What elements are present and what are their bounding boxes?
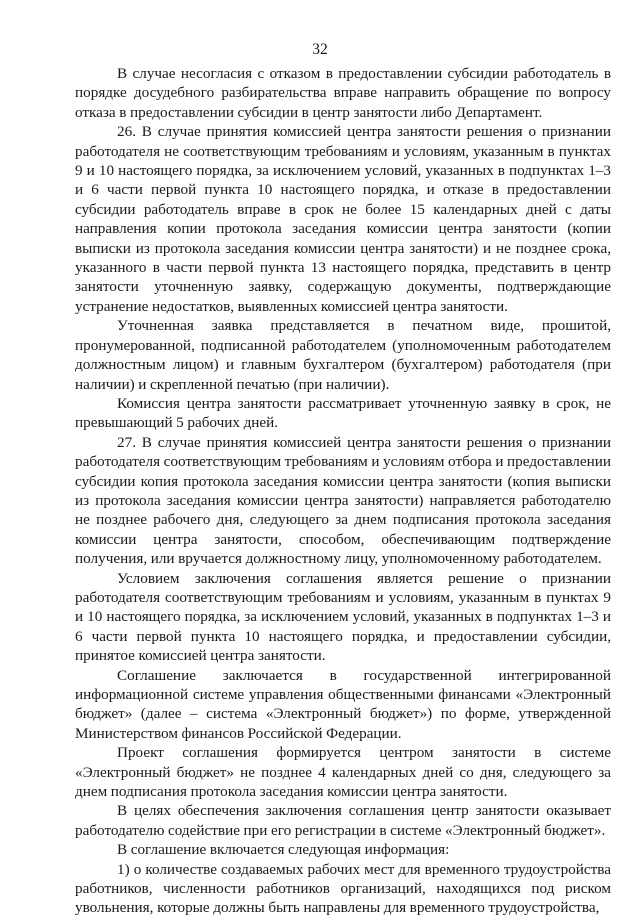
paragraph-agreement-item-1: 1) о количестве создаваемых рабочих мест для временного трудоустройства работников, численности работников организаций, находящихся под риском увольнения, которые должны быть направлены для временного трудоустройства, (75, 860, 611, 917)
paragraph-agreement-condition: Условием заключения соглашения является решение о признании работодателя соответствующим требованиям и условиям, указанным в пунктах 9 и 10 настоящего порядка, за исключением условий, указанных в подпунктах 1–3 и 6 части первой пункта 10 настоящего порядка, и предоставлении субсидии, принятое комиссией центра занятости. (75, 569, 611, 665)
paragraph-agreement-contents-intro: В соглашение включается следующая информация: (117, 841, 450, 859)
page-number: 32 (312, 41, 328, 58)
paragraph-revised-application-format: Уточненная заявка представляется в печатном виде, прошитой, пронумерованной, подписанной работодателем (уполномоченным работодателем должностным лицом) и главным бухгалтером (бухгалтером) работодателя (при наличии) и скрепленной печатью (при наличии). (75, 317, 611, 393)
paragraph-clause-27: 27. В случае принятия комиссией центра занятости решения о признании работодателя соответствующим требованиям и условиям отбора и предоставлении субсидии копия протокола заседания комиссии центра занятости (копия выписки из протокола заседания комиссии центра занятости) направляется работодателю не позднее рабочего дня, следующего за днем подписания протокола заседания комиссии центра занятости, способом, обеспечивающим подтверждение получения, или вручается должностному лицу, уполномоченному работодателем. (75, 433, 611, 568)
paragraph-subsidy-refusal-appeal: В случае несогласия с отказом в предоставлении субсидии работодатель в порядке досудебного разбирательства вправе направить обращение по вопросу отказа в предоставлении субсидии в центр занятости либо Департамент. (75, 65, 611, 121)
paragraph-draft-agreement: Проект соглашения формируется центром занятости в системе «Электронный бюджет» не позднее 4 календарных дней со дня, следующего за днем подписания протокола заседания комиссии центра занятости. (75, 744, 611, 801)
paragraph-registration-assistance: В целях обеспечения заключения соглашения центр занятости оказывает работодателю содействие при его регистрации в системе «Электронный бюджет». (75, 802, 611, 839)
paragraph-agreement-system: Соглашение заключается в государственной интегрированной информационной системе управления общественными финансами «Электронный бюджет» (далее – система «Электронный бюджет») по форме, утвержденной Министерством финансов Российской Федерации. (75, 666, 611, 742)
document-body (75, 64, 611, 918)
paragraph-clause-26: 26. В случае принятия комиссией центра занятости решения о признании работодателя не соответствующим требованиям и условиям, указанным в пунктах 9 и 10 настоящего порядка, за исключением условий, указанных в подпунктах 1–3 и 6 части первой пункта 10 настоящего порядка, и отказе в предоставлении субсидии работодатель вправе в срок не более 15 календарных дней с даты направления копии протокола заседания комиссии центра занятости (копии выписки из протокола заседания комиссии центра занятости) и не позднее срока, указанного в части первой пункта 13 настоящего порядка, представить в центр занятости уточненную заявку, содержащую документы, подтверждающие устранение недостатков, выявленных комиссией центра занятости. (75, 123, 611, 315)
paragraph-review-period: Комиссия центра занятости рассматривает уточненную заявку в срок, не превышающий 5 рабочих дней. (75, 394, 611, 432)
